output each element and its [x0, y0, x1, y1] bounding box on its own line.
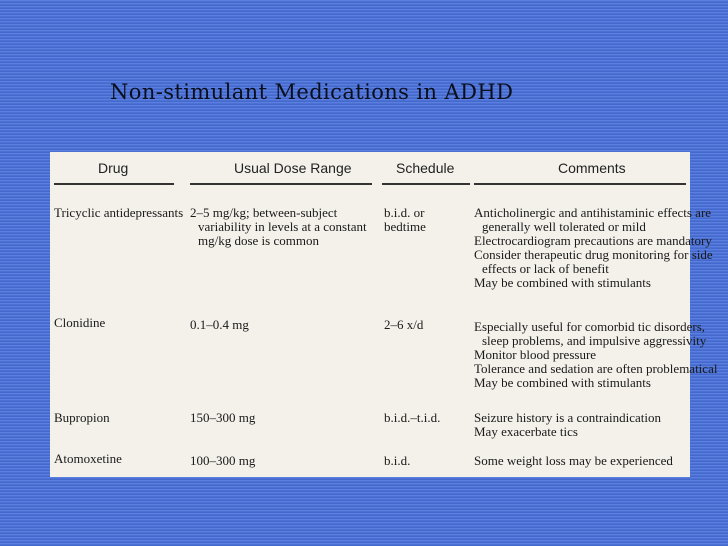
dose-range: 2–5 mg/kg; between-subject variability in levels at a constant mg/kg dose is common	[190, 205, 367, 248]
header-schedule: Schedule	[396, 160, 455, 176]
header-rule	[474, 183, 686, 185]
schedule: b.i.d.–t.i.d.	[384, 410, 441, 425]
drug-name: Bupropion	[54, 410, 110, 425]
schedule: 2–6 x/d	[384, 317, 424, 332]
header-drug: Drug	[98, 160, 129, 176]
comments: Seizure history is a contraindication May exacerbate tics	[474, 410, 662, 439]
comments: Anticholinergic and antihistaminic effects are generally well tolerated or mild Electrocardiogram precautions are mandatory Consider therapeutic drug monitoring for side effects or lack of benefit May be combined with stimulants	[474, 205, 713, 290]
drug-name: Clonidine	[54, 315, 106, 330]
dose-range: 0.1–0.4 mg	[190, 317, 249, 332]
drug-name: Atomoxetine	[54, 451, 122, 466]
comments: Some weight loss may be experienced	[474, 453, 673, 468]
header-rule	[382, 183, 470, 185]
dose-range: 100–300 mg	[190, 453, 256, 468]
schedule: b.i.d.	[384, 453, 411, 468]
schedule: b.i.d. or bedtime	[384, 205, 426, 234]
header-comments: Comments	[558, 160, 626, 176]
drug-name: Tricyclic antidepressants	[54, 205, 184, 220]
header-rule	[190, 183, 372, 185]
slide-title: Non-stimulant Medications in ADHD	[110, 80, 514, 104]
dose-range: 150–300 mg	[190, 410, 256, 425]
header-rule	[54, 183, 174, 185]
medication-table	[50, 152, 718, 477]
comments: Especially useful for comorbid tic disorders, sleep problems, and impulsive aggressivity Monitor blood pressure Tolerance and sedation are often problematical May be combined with stimulants	[474, 319, 718, 390]
header-dose: Usual Dose Range	[234, 160, 352, 176]
